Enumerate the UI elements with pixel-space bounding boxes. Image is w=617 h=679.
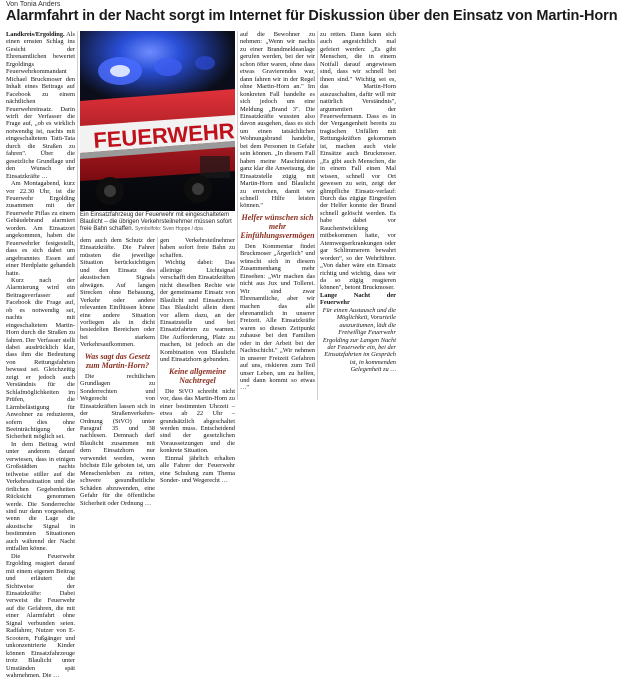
author-line: Von Tonia Anders (6, 1, 61, 8)
article-column-1 (6, 31, 75, 679)
photo-credit: Symbolfoto: Sven Hoppe / dpa (134, 226, 203, 233)
column-divider (77, 31, 78, 400)
subheading: Helfer wünschen sich mehr Einfühlungsvermögen (240, 212, 315, 240)
paragraph: Die rechtlichen Grundlagen zu Sonderrechten und Wegerecht von Einsatzkräften lassen sich in der Straßenverkehrs-Ordnung (StVO) unter Paragraf 35 und 38 nachlesen. Demnach darf Blaulicht zusammen mit dem Einsatzhorn nur verwendet werden, wenn höchste Eile geboten ist, um Menschenleben zu retten, schwere gesundheitliche Schäden abzuwenden, eine Gefahr für die öffentliche Sicherheit oder Ordnung … (80, 372, 155, 507)
vehicle-lettering: FEUERWEHR (92, 118, 236, 153)
subheading: Was sagt das Gesetz zum Martin-Horn? (84, 351, 151, 370)
article-column-3 (160, 237, 235, 485)
paragraph: gen Verkehrsteilnehmer haben sofort freie Bahn zu schaffen. (160, 237, 235, 259)
info-box-label: Lange Nacht der Feuerwehr (320, 291, 396, 307)
article-column-2 (80, 237, 155, 507)
column-divider (317, 31, 318, 400)
caption-text: Ein Einsatzfahrzeug der Feuerwehr mit eingeschaltetem Blaulicht – die übrigen Verkehrsteilnehmer müssen sofort freie Bahn schaffen. (80, 212, 232, 233)
lead-text: Als einen ernsten Schlag ins Gesicht der Ehrenamtlichen bewertet Ergoldings Feuerwehrkommandant Michael Bruckmoser den Inhalt eines Beitrags auf Facebook zu einem nächtlichen Feuerwehreinsatz. Darin wirft der Verfasser die Frage auf, „ob es wirklich notwendig ist, nachts mit eingeschaltetem Tatü-Tata durch die Straßen zu fahren". Über die gesetzliche Grundlage und den Wunsch der Einsatzkräfte … (6, 31, 75, 180)
paragraph: Wichtig dabei: Das alleinige Lichtsignal verschafft den Einsatzkräften nicht dieselben Rechte wie der gemeinsame Einsatz von Blaulicht und Einsatzhorn. Das Blaulicht allein dient vor allem dazu, an der Einsatzstelle und bei Einsatzfahrten zu warnen. Die Aufforderung, Platz zu machen, ist jedoch an die Kombination von Blaulicht und Einsatzhorn gebunden. (160, 259, 235, 364)
paragraph: Kurz nach der Alarmierung wird ein Beitragsverfasser auf Facebook die Frage auf, ob es notwendig sei, nachts mit eingeschaltetem Martin-Horn durch die Straßen zu fahren. Der Verfasser stellt dabei ausdrücklich klar, dass ihm die Bedeutung von Rettungsfahrten bewusst sei. Gleichzeitig zeigt er jedoch auch Verständnis für die Schlafmöglichkeiten im Prüfen, die Lärmbelästigung für Anwohner zu reduzieren, sofern dies ohne Beeinträchtigung der Sicherheit möglich sei. (6, 276, 75, 441)
fire-truck-image (80, 31, 235, 211)
article-column-5 (320, 31, 396, 400)
paragraph: zu retten. Dann kann sich auch angesichtlich mal gefeiert werden: „Es gibt Menschen, die in einem Notfall darauf angewiesen sind, dass wir schnell bei ihnen sind." Wichtig sei es, das Martin-Horn auszuschalten, dafür will mir natürlich Verständnis", argumentiert der Feuerwehrmann. Dass es in der Vergangenheit bereits zu tragischen Unfällen mit Rettungskräften gekommen ist, machen auch viele Einsätze auch Bruckmoser. „Es gibt auch Menschen, die in einem Fall einen Mal wissen, schnell vor Ort gewesen zu sein, zeigt der glimpfliche Einsatz-verlauf: Durch das zügige Eingreifen der Helfer konnte der Brand schnell gelöscht werden. Es habe dabei vor Rauchentwicklung mitbekommen hatte, vor Atemwegserkrankungen oder gar Schlimmerem bewahrt worden“, so der Wehrführer. „Von daher wäre ein Einsatz richtig und wichtig, dass wir da so zügig reagieren können", betont Bruckmoser. (320, 31, 396, 292)
lead-paragraph (6, 31, 75, 180)
article-column-4 (240, 31, 315, 400)
paragraph: In dem Beitrag wird unter anderem darauf verwiesen, dass in einigen Großstädten nachts teilweise stiller auf die Verkehrssituation und die örtlichen Gegebenheiten Rücksicht genommen werde. Die Sonderrechte sind nur dann vorgesehen, wenn die Lage die akustische Signal in bestimmten Situationen auch während der Nacht entfallen könne. (6, 440, 75, 553)
dateline: Landkreis/Ergolding. (6, 31, 65, 38)
column-divider (237, 31, 238, 400)
column-divider (157, 237, 158, 400)
info-box-title (320, 292, 396, 307)
paragraph: Für einen Austausch und die Möglichkeit, Vorurteile auszuräumen, lädt die Freiwillige Feuerwehr Ergolding zur Langen Nacht der Feuerwehr ein, bei der Einsatzfahrten im Gespräch ist, in kommenden Gelegenheit zu … (322, 306, 396, 374)
paragraph: Einmal jährlich erhalten alle Fahrer der Feuerwehr eine Schulung zum Thema Sonder- und Wegerecht … (160, 454, 235, 485)
paragraph: dem auch dem Schutz der Einsatzkräfte. Die Fahrer müssten die jeweilige Situation berücksichtigen und den Einsatz des akustischen Signals abwägen. Auf langen Strecken ohne Bebauung, Verkehr oder andere relevanten Einflüssen könne eine andere Situation vorliegen als in dicht besiedelten Bereichen oder bei starkem Verkehrsaufkommen. (80, 237, 155, 349)
paragraph: Den Kommentar findet Bruckmoser „Ärgerlich" und wünscht sich in diesem Zusammenhang mehr Einsehen: „Wir machen das nicht aus Jux und Tollerei. Wir sind zwar Ehrenamtliche, aber wir machen das alle ehrenamtlich in unserer Freizeit. Alle Einsatzkräfte waren so diesen Zeitpunkt zuhause bei den Familien oder in der Arbeit bei der Nachtschicht." „Wir nehmen in unserer Freizeit Gefahren auf uns, riskieren zum Teil unser Leben, um zu helfen, und dann kommt so etwas …" (240, 242, 315, 392)
article-photo (80, 31, 235, 211)
paragraph: Am Montagabend, kurz vor 22.30 Uhr, ist die Feuerwehr Ergolding zusammen mit der Feuerwehr Piflas zu einem Gebäudebrand alarmiert worden. Am Einsatzort angekommen, haben die Feuerwehrler festgestellt, dass es sich dabei um angebranntes Essen auf einer Herdplatte gehandelt hatte. (6, 180, 75, 277)
subheading: Keine allgemeine Nachtregel (168, 366, 227, 385)
paragraph: auf die Bewohner zu nehmen: „Wenn wir nachts zu einer Brandmeldeanlage gerufen werden, bei der wir schon öfter waren, ohne dass etwas Gravierendes war, dann fahren wir in der Regel ohne Martin-Horn an." Im konkreten Fall handelte es sich jedoch um eine Meldung „Brand 3". Die Einsatzkräfte wussten also davon ausgehen, dass es sich um einen tatsächlichen Wohnungsbrand handelte, bei dem Personen in Gefahr sein können. „In diesem Fall haben meine Maschinisten ganz klar die Anweisung, die Einsatzstelle zügig mit Martin-Horn und Blaulicht zu erreichen, damit wir schnell Hilfe leisten können." (240, 31, 315, 210)
paragraph: Die StVO schreibt nicht vor, dass das Martin-Horn zu einer bestimmten Uhrzeit – etwa ab 22 Uhr – grundsätzlich abgeschaltet werden muss. Entscheidend sind der gesetzlichen Voraussetzungen und die konkrete Situation. (160, 387, 235, 455)
paragraph: Die Feuerwehr Ergolding reagiert darauf mit einem eigenen Beitrag und erläutert die Sichtweise der Einsatzkräfte: Dabei verweist die Feuerwehr auf die Gefahren, die mit einer Alarmfahrt ohne Signal verbunden seien. Radfahrer, Nutzer von E-Scootern, Fußgänger und unkonzentrierte Kinder können Einsatzfahrzeuge trotz Blaulicht unter Umständen spät wahrnehmen. Die … (6, 552, 75, 679)
photo-caption (80, 212, 235, 234)
headline: Alarmfahrt in der Nacht sorgt im Internet für Diskussion über den Einsatz von Martin-Horn (6, 8, 617, 24)
